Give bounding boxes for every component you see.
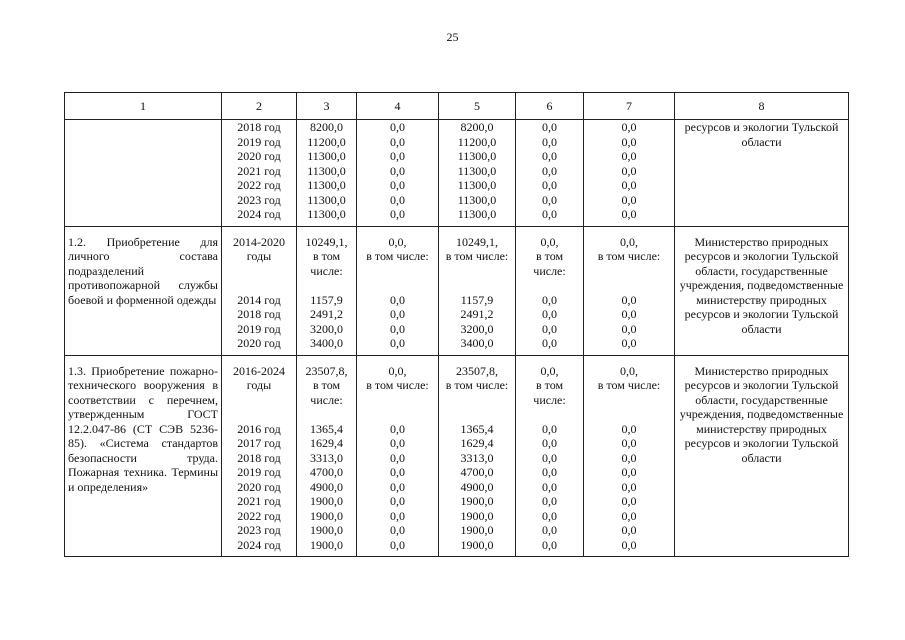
value: 11300,0 xyxy=(307,178,346,192)
value: 0,0 xyxy=(542,479,557,494)
value: 0,0 xyxy=(390,163,405,178)
year: 2024 год xyxy=(237,207,281,221)
header-col-7: 7 xyxy=(584,93,675,120)
table-row-continuation xyxy=(65,120,849,227)
value: 3313,0 xyxy=(310,450,343,465)
year: 2020 год xyxy=(237,336,281,350)
value: 0,0 xyxy=(621,523,637,537)
value: 0,0 xyxy=(542,494,557,508)
year: 2022 год xyxy=(237,178,281,192)
program-table xyxy=(64,92,849,557)
year: 2022 год xyxy=(237,508,281,523)
period: 2016-2024 годы xyxy=(233,363,285,392)
total: 0,0, xyxy=(388,363,407,378)
value: 1900,0 xyxy=(310,494,343,508)
value: 0,0 xyxy=(621,192,637,207)
value: 0,0 xyxy=(390,178,405,192)
value: 0,0 xyxy=(390,192,405,207)
value: 0,0 xyxy=(621,465,637,479)
value: 0,0 xyxy=(542,436,557,450)
value: 0,0 xyxy=(542,508,557,523)
year: 2023 год xyxy=(237,192,281,207)
period: 2014-2020 годы xyxy=(233,234,285,263)
cell-years xyxy=(222,355,297,557)
value: 0,0 xyxy=(621,494,637,508)
year: 2020 год xyxy=(237,479,281,494)
year: 2023 год xyxy=(237,523,281,537)
year: 2024 год xyxy=(237,537,281,552)
value: 0,0 xyxy=(542,523,557,537)
value: 0,0 xyxy=(542,321,557,336)
cell-col4 xyxy=(357,355,439,557)
table-row-1-3 xyxy=(65,355,849,557)
cell-col7 xyxy=(584,120,675,227)
value: 1900,0 xyxy=(460,537,494,552)
total: 0,0, xyxy=(540,234,559,249)
header-col-2: 2 xyxy=(222,93,297,120)
total-note: в том числе: xyxy=(310,378,343,407)
total-note: в том числе: xyxy=(597,249,661,263)
value: 0,0 xyxy=(542,192,557,207)
value: 1157,9 xyxy=(460,292,494,307)
value: 1900,0 xyxy=(460,523,494,537)
cell-col4 xyxy=(357,226,439,355)
value: 0,0 xyxy=(390,207,405,221)
value: 1157,9 xyxy=(310,292,343,307)
value: 11200,0 xyxy=(457,134,497,149)
value: 0,0 xyxy=(621,436,637,450)
value: 0,0 xyxy=(621,149,637,163)
value: 0,0 xyxy=(390,537,405,552)
header-col-1: 1 xyxy=(65,93,222,120)
cell-org: Министерство природных ресурсов и экологии Тульской области, государственные учреждения, подведомственные министерству природных ресурсов и экологии Тульской области xyxy=(675,355,849,557)
cell-col7 xyxy=(584,226,675,355)
cell-col3 xyxy=(297,355,357,557)
total: 23507,8, xyxy=(305,363,348,378)
value: 0,0 xyxy=(621,120,637,134)
value: 0,0 xyxy=(542,163,557,178)
value: 1900,0 xyxy=(310,508,343,523)
value: 2491,2 xyxy=(310,307,343,321)
value: 0,0 xyxy=(542,292,557,307)
value: 11300,0 xyxy=(307,149,346,163)
total: 0,0, xyxy=(388,234,407,249)
year: 2016 год xyxy=(237,421,281,436)
value: 11300,0 xyxy=(457,149,497,163)
total: 10249,1, xyxy=(456,234,498,249)
year: 2018 год xyxy=(237,307,281,321)
value: 0,0 xyxy=(390,479,405,494)
value: 8200,0 xyxy=(310,120,343,134)
value: 4700,0 xyxy=(460,465,494,479)
year: 2014 год xyxy=(237,292,281,307)
table-row-1-2 xyxy=(65,226,849,355)
year: 2021 год xyxy=(237,494,281,508)
value: 1900,0 xyxy=(310,537,343,552)
value: 0,0 xyxy=(542,207,557,221)
value: 0,0 xyxy=(621,134,637,149)
value: 4900,0 xyxy=(460,479,494,494)
cell-org: Министерство природных ресурсов и экологии Тульской области, государственные учреждения, подведомственные министерству природных ресурсов и экологии Тульской области xyxy=(675,226,849,355)
cell-org: ресурсов и экологии Тульской области xyxy=(675,120,849,227)
value: 11300,0 xyxy=(457,163,497,178)
value: 1900,0 xyxy=(460,508,494,523)
total-note: в том числе: xyxy=(310,249,343,278)
value: 0,0 xyxy=(390,421,405,436)
value: 0,0 xyxy=(542,178,557,192)
cell-col6 xyxy=(516,120,584,227)
value: 3200,0 xyxy=(460,321,494,336)
value: 2491,2 xyxy=(460,307,494,321)
value: 11300,0 xyxy=(307,207,346,221)
value: 3313,0 xyxy=(460,450,494,465)
total-note: в том числе: xyxy=(533,378,566,407)
header-col-4: 4 xyxy=(357,93,439,120)
value: 8200,0 xyxy=(460,120,494,134)
value: 11200,0 xyxy=(307,134,346,149)
value: 0,0 xyxy=(621,336,637,350)
value: 1365,4 xyxy=(310,421,343,436)
value: 1365,4 xyxy=(460,421,494,436)
total: 0,0, xyxy=(540,363,559,378)
value: 11300,0 xyxy=(457,207,497,221)
value: 11300,0 xyxy=(307,192,346,207)
value: 11300,0 xyxy=(457,178,497,192)
total: 10249,1, xyxy=(305,234,348,249)
value: 0,0 xyxy=(542,307,557,321)
value: 0,0 xyxy=(390,134,405,149)
value: 11300,0 xyxy=(457,192,497,207)
total-note: в том числе: xyxy=(597,378,661,392)
value: 0,0 xyxy=(390,120,405,134)
value: 3400,0 xyxy=(310,336,343,350)
value: 0,0 xyxy=(621,537,637,552)
total: 0,0, xyxy=(620,363,638,378)
value: 0,0 xyxy=(542,421,557,436)
value: 0,0 xyxy=(390,436,405,450)
value: 1900,0 xyxy=(310,523,343,537)
cell-col6 xyxy=(516,355,584,557)
cell-col5 xyxy=(439,226,516,355)
value: 0,0 xyxy=(621,163,637,178)
value: 0,0 xyxy=(390,336,405,350)
value: 0,0 xyxy=(542,134,557,149)
cell-name-empty xyxy=(65,120,222,227)
total-note: в том числе: xyxy=(445,378,509,392)
year: 2018 год xyxy=(237,120,281,134)
cell-col3 xyxy=(297,120,357,227)
value: 11300,0 xyxy=(307,163,346,178)
year: 2019 год xyxy=(237,134,281,149)
header-col-6: 6 xyxy=(516,93,584,120)
value: 0,0 xyxy=(542,537,557,552)
total-note: в том числе: xyxy=(366,249,429,263)
value: 0,0 xyxy=(390,494,405,508)
value: 0,0 xyxy=(390,508,405,523)
value: 3200,0 xyxy=(310,321,343,336)
value: 0,0 xyxy=(542,450,557,465)
header-row xyxy=(65,93,849,120)
year: 2018 год xyxy=(237,450,281,465)
value: 0,0 xyxy=(542,149,557,163)
value: 1629,4 xyxy=(460,436,494,450)
year: 2019 год xyxy=(237,321,281,336)
value: 1629,4 xyxy=(310,436,343,450)
value: 1900,0 xyxy=(460,494,494,508)
year: 2020 год xyxy=(237,149,281,163)
year: 2017 год xyxy=(237,436,281,450)
cell-col6 xyxy=(516,226,584,355)
cell-col5 xyxy=(439,120,516,227)
year: 2021 год xyxy=(237,163,281,178)
value: 0,0 xyxy=(621,321,637,336)
cell-col5 xyxy=(439,355,516,557)
value: 0,0 xyxy=(542,120,557,134)
value: 3400,0 xyxy=(460,336,494,350)
value: 0,0 xyxy=(621,292,637,307)
year: 2019 год xyxy=(237,465,281,479)
total-note: в том числе: xyxy=(366,378,429,392)
cell-years xyxy=(222,120,297,227)
header-col-5: 5 xyxy=(439,93,516,120)
value: 0,0 xyxy=(621,508,637,523)
value: 0,0 xyxy=(621,479,637,494)
page-number: 25 xyxy=(446,30,459,44)
value: 0,0 xyxy=(390,149,405,163)
cell-col3 xyxy=(297,226,357,355)
cell-col7 xyxy=(584,355,675,557)
header-col-8: 8 xyxy=(675,93,849,120)
cell-years xyxy=(222,226,297,355)
value: 0,0 xyxy=(621,178,637,192)
value: 0,0 xyxy=(390,292,405,307)
value: 0,0 xyxy=(390,450,405,465)
value: 0,0 xyxy=(621,207,637,221)
cell-name: 1.2. Приобретение для личного состава подразделений противопожарной службы боевой и форменной одежды xyxy=(65,226,222,355)
value: 0,0 xyxy=(390,465,405,479)
value: 0,0 xyxy=(390,523,405,537)
value: 4700,0 xyxy=(310,465,343,479)
value: 0,0 xyxy=(390,321,405,336)
value: 0,0 xyxy=(390,307,405,321)
value: 4900,0 xyxy=(310,479,343,494)
total: 0,0, xyxy=(620,234,638,249)
cell-name: 1.3. Приобретение пожарно-технического вооружения в соответствии с перечнем, утвержденным ГОСТ 12.2.047-86 (СТ СЭВ 5236-85). «Система стандартов безопасности труда. Пожарная техника. Термины и определения» xyxy=(65,355,222,557)
cell-col4 xyxy=(357,120,439,227)
value: 0,0 xyxy=(621,307,637,321)
value: 0,0 xyxy=(542,336,557,350)
total: 23507,8, xyxy=(456,363,498,378)
value: 0,0 xyxy=(542,465,557,479)
total-note: в том числе: xyxy=(445,249,509,263)
header-col-3: 3 xyxy=(297,93,357,120)
value: 0,0 xyxy=(621,421,637,436)
value: 0,0 xyxy=(621,450,637,465)
total-note: в том числе: xyxy=(533,249,566,278)
